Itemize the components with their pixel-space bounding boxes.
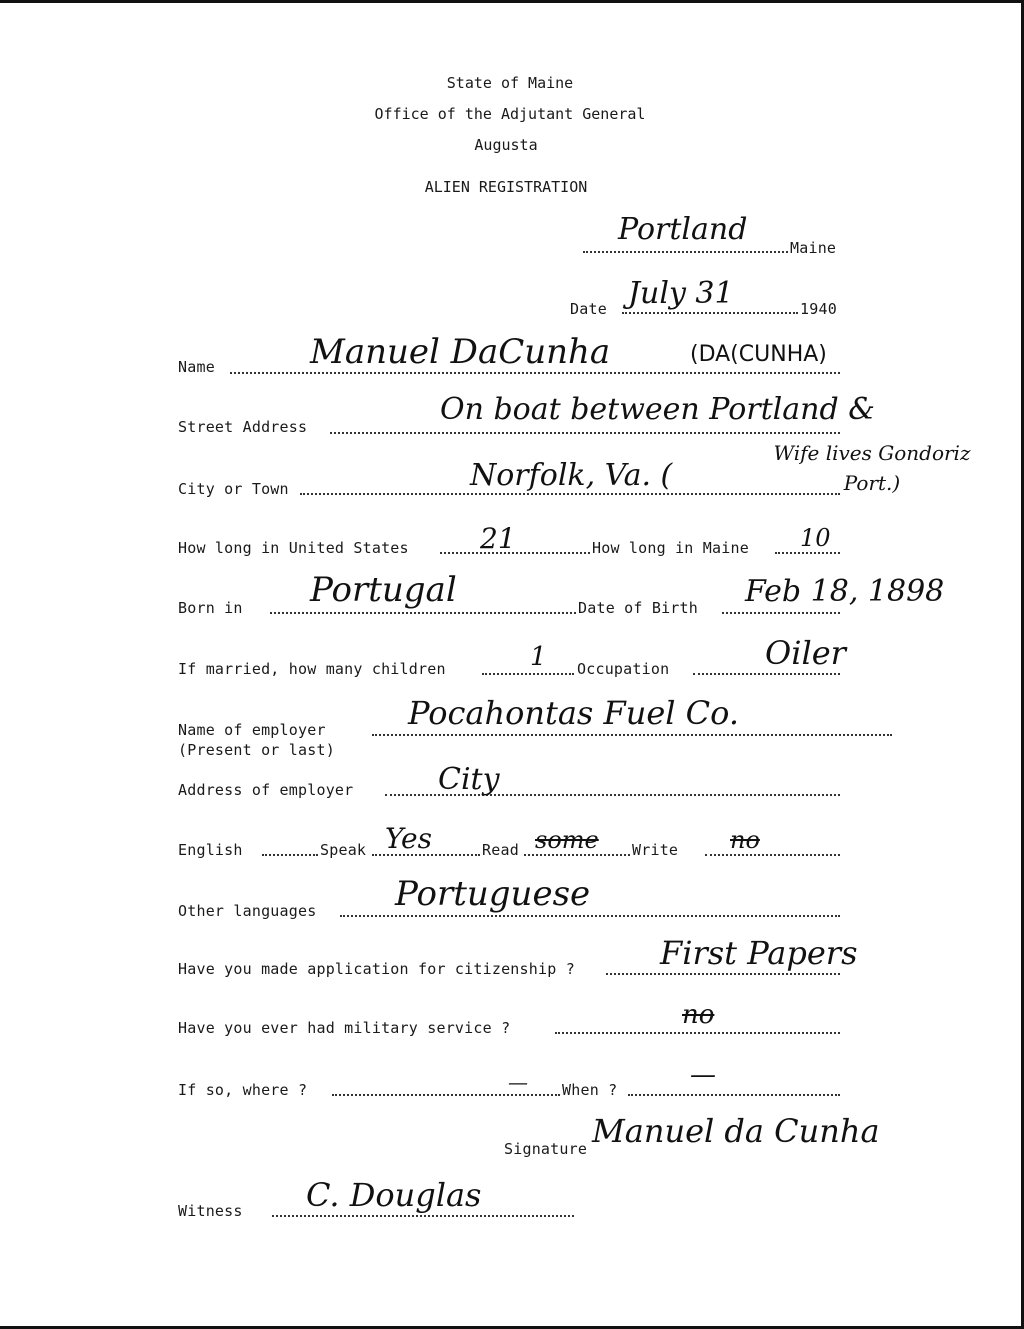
header-city: Augusta [474, 136, 538, 154]
when-label: When ? [562, 1081, 618, 1099]
citizenship-dots [606, 973, 840, 975]
employer-address-value[interactable]: City [438, 762, 500, 797]
header-office: Office of the Adjutant General [374, 105, 646, 123]
military-dots [555, 1032, 840, 1034]
military-value[interactable]: no [682, 1000, 715, 1030]
military-label: Have you ever had military service ? [178, 1019, 511, 1037]
citizenship-label: Have you made application for citizenship ? [178, 960, 575, 978]
city-value[interactable]: Norfolk, Va. ( [470, 458, 673, 493]
other-languages-value[interactable]: Portuguese [395, 874, 591, 914]
date-value[interactable]: July 31 [628, 276, 734, 311]
employer-address-label: Address of employer [178, 781, 354, 799]
street-label: Street Address [178, 418, 308, 436]
occupation-value[interactable]: Oiler [765, 634, 846, 672]
header-state: State of Maine [446, 74, 574, 92]
english-write-dots [705, 854, 840, 856]
scan-border-top [0, 0, 1024, 3]
english-speak-label: Speak [320, 841, 367, 859]
where-value[interactable]: — [508, 1070, 528, 1094]
date-year: 1940 [800, 300, 837, 318]
witness-dots [272, 1215, 574, 1217]
children-label: If married, how many children [178, 660, 446, 678]
english-speak-value[interactable]: Yes [385, 822, 432, 855]
years-us-label: How long in United States [178, 539, 409, 557]
where-dots [332, 1094, 560, 1096]
when-dots [628, 1094, 840, 1096]
employer-value[interactable]: Pocahontas Fuel Co. [408, 694, 740, 732]
street-value[interactable]: On boat between Portland & [440, 392, 875, 427]
english-read-dots [524, 854, 630, 856]
years-maine-dots [775, 552, 840, 554]
date-dots [622, 312, 798, 314]
born-in-dots [270, 612, 576, 614]
signature-value[interactable]: Manuel da Cunha [592, 1112, 880, 1150]
occupation-dots [693, 673, 840, 675]
dob-value[interactable]: Feb 18, 1898 [745, 574, 945, 609]
dob-label: Date of Birth [578, 599, 698, 617]
years-maine-label: How long in Maine [592, 539, 749, 557]
english-write-label: Write [632, 841, 679, 859]
place-dots [583, 251, 788, 253]
witness-label: Witness [178, 1202, 243, 1220]
other-languages-label: Other languages [178, 902, 317, 920]
name-note: (DA(CUNHA) [690, 342, 827, 367]
years-us-value[interactable]: 21 [480, 522, 516, 555]
witness-value[interactable]: C. Douglas [306, 1176, 482, 1214]
city-label: City or Town [178, 480, 289, 498]
children-value[interactable]: 1 [530, 642, 547, 672]
other-languages-dots [340, 915, 840, 917]
name-label: Name [178, 358, 215, 376]
employer-dots [372, 734, 892, 736]
years-maine-value[interactable]: 10 [800, 524, 831, 552]
date-label: Date [570, 300, 607, 318]
employer-sublabel: (Present or last) [178, 741, 335, 759]
english-label: English [178, 841, 243, 859]
place-suffix: Maine [790, 239, 837, 257]
english-read-label: Read [482, 841, 519, 859]
street-dots [330, 432, 840, 434]
born-in-value[interactable]: Portugal [310, 570, 457, 610]
citizenship-value[interactable]: First Papers [660, 934, 858, 972]
born-in-label: Born in [178, 599, 243, 617]
signature-label: Signature [504, 1140, 588, 1158]
english-write-value[interactable]: no [730, 826, 760, 854]
place-value[interactable]: Portland [618, 212, 748, 247]
english-dots [262, 854, 318, 856]
city-note: Wife lives Gondoriz Port.) [773, 441, 971, 495]
english-read-value[interactable]: some [535, 826, 599, 854]
name-value[interactable]: Manuel DaCunha [310, 332, 611, 372]
dob-dots [722, 612, 840, 614]
children-dots [482, 673, 574, 675]
where-label: If so, where ? [178, 1081, 308, 1099]
name-dots [230, 372, 840, 374]
form-title: ALIEN REGISTRATION [424, 178, 588, 196]
employer-label: Name of employer [178, 721, 326, 739]
when-value[interactable]: — [690, 1060, 716, 1090]
occupation-label: Occupation [577, 660, 670, 678]
